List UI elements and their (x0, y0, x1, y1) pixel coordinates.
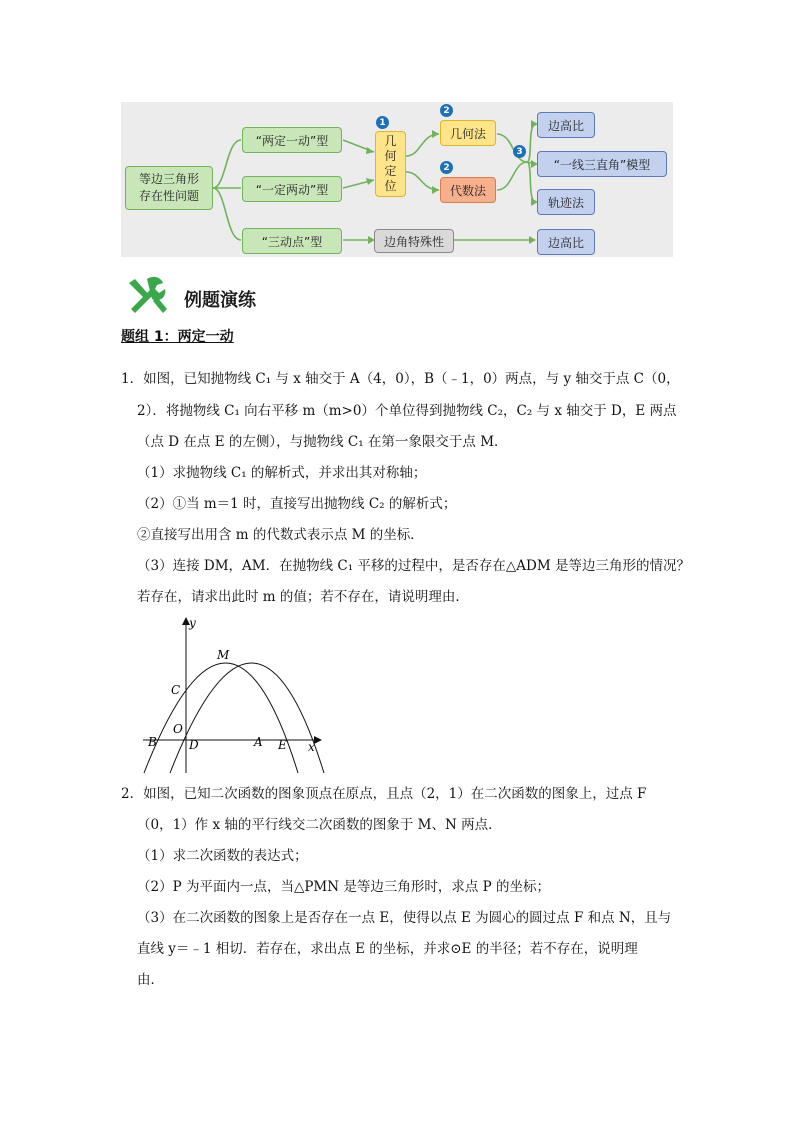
mindmap-type-two-fixed-one-moving: “两定一动”型 (242, 127, 342, 153)
mindmap-root: 等边三角形 存在性问题 (125, 166, 213, 210)
mindmap-side-height-ratio-2: 边高比 (537, 229, 595, 255)
parabola-figure (140, 615, 325, 775)
q1-part-3: （3）连接 DM，AM．在抛物线 C₁ 平移的过程中，是否存在△ADM 是等边三角形的情况？ (137, 558, 690, 574)
q1-part-2a: （2）①当 m＝1 时，直接写出抛物线 C₂ 的解析式； (137, 496, 457, 512)
q1-part-2b: ②直接写出用含 m 的代数式表示点 M 的坐标． (137, 527, 424, 543)
mindmap-algebraic-method: 代数法 (440, 177, 496, 203)
mindmap-badge-2a: 2 (440, 104, 453, 117)
label-c: C (171, 683, 181, 697)
mindmap-one-line-three-right-angles-model: “一线三直角”模型 (537, 151, 667, 177)
label-y: y (189, 616, 196, 630)
label-m: M (217, 648, 230, 662)
tools-icon (125, 275, 171, 315)
label-e: E (278, 738, 287, 752)
mindmap-badge-2b: 2 (440, 161, 453, 174)
q2-part-3: （3）在二次函数的图象上是否存在一点 E，使得以点 E 为圆心的圆过点 F 和点 N，且与 (137, 910, 672, 926)
q2-line-2: （0，1）作 x 轴的平行线交二次函数的图象于 M、N 两点． (137, 817, 502, 833)
q1-line-1: 1．如图，已知抛物线 C₁ 与 x 轴交于 A（4，0），B（﹣1，0）两点，与 y 轴交于点 C（0， (121, 371, 680, 387)
label-o: O (173, 722, 183, 736)
mindmap-type-one-fixed-two-moving: “一定两动”型 (242, 176, 342, 202)
mindmap-badge-3: 3 (513, 145, 526, 158)
label-b: B (148, 735, 157, 749)
q2-part-1: （1）求二次函数的表达式； (137, 848, 308, 864)
q2-part-3-cont: 直线 y＝﹣1 相切．若存在，求出点 E 的坐标，并求⊙E 的半径；若不存在，说明理 (137, 941, 638, 957)
mindmap-side-angle-specialty: 边角特殊性 (374, 229, 454, 253)
label-d: D (189, 738, 199, 752)
q2-part-3-end: 由． (137, 972, 164, 988)
q1-part-3-cont: 若存在，请求出此时 m 的值；若不存在，请说明理由． (137, 589, 469, 605)
mindmap-geometric-method: 几何法 (440, 120, 496, 146)
q1-line-3: （点 D 在点 E 的左侧），与抛物线 C₁ 在第一象限交于点 M． (137, 434, 508, 450)
q1-part-1: （1）求抛物线 C₁ 的解析式，并求出其对称轴； (137, 465, 427, 481)
mindmap-side-height-ratio: 边高比 (537, 112, 595, 138)
label-a: A (254, 735, 263, 749)
q2-part-2: （2）P 为平面内一点，当△PMN 是等边三角形时，求点 P 的坐标； (137, 879, 551, 895)
mindmap-type-three-moving: “三动点”型 (242, 228, 342, 254)
group-title: 题组 1：两定一动 (121, 329, 234, 345)
mindmap-locus-method: 轨迹法 (537, 189, 595, 215)
q1-line-2: 2）．将抛物线 C₁ 向右平移 m（m>0）个单位得到抛物线 C₂，C₂ 与 x 轴交于 D，E 两点 (137, 403, 677, 419)
parabola-c2 (170, 663, 324, 773)
label-x: x (308, 740, 315, 754)
mindmap-badge-1: 1 (376, 116, 389, 129)
section-title: 例题演练 (184, 290, 256, 311)
x-axis-arrow (314, 736, 322, 744)
mindmap-geometric-positioning: 几 何 定 位 (375, 131, 406, 197)
q2-line-1: 2．如图，已知二次函数的图象顶点在原点，且点（2，1）在二次函数的图象上，过点 F (121, 786, 647, 802)
